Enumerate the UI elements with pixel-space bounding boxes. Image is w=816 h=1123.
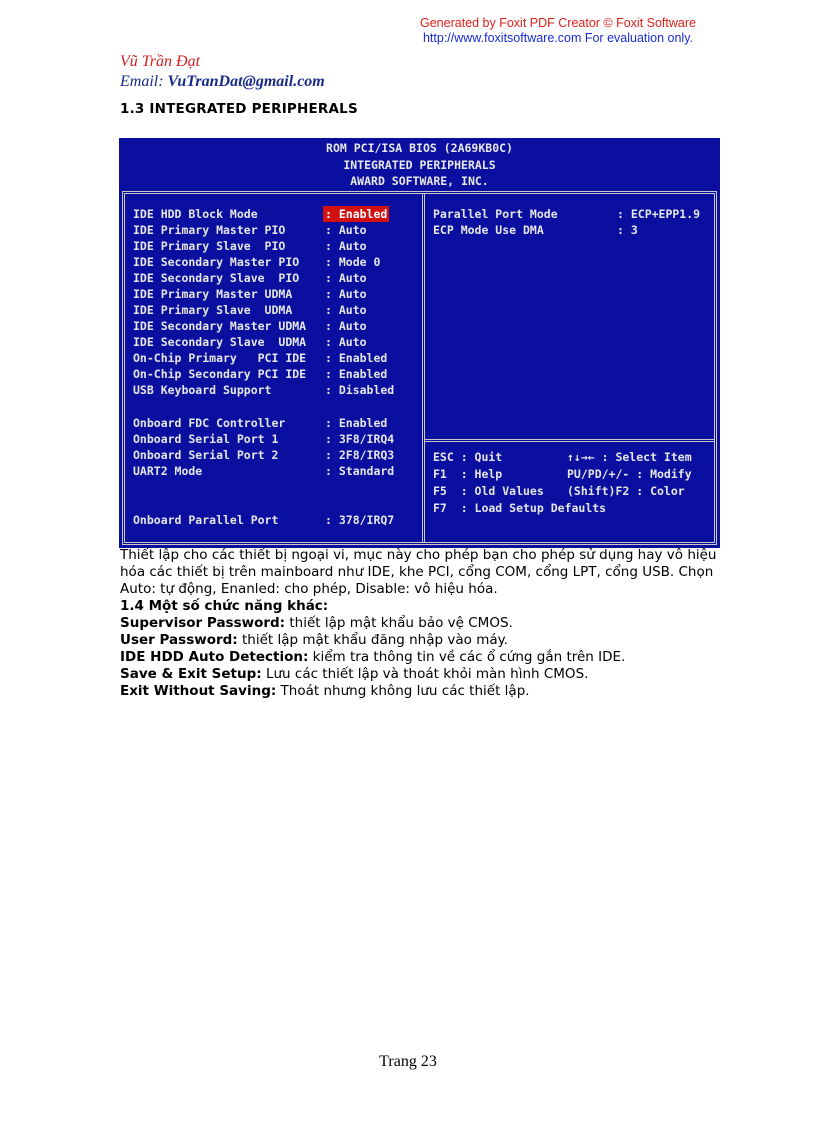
bios-setting-row[interactable] bbox=[119, 206, 719, 222]
bios-setting-row[interactable] bbox=[119, 512, 419, 528]
function-item bbox=[120, 632, 720, 649]
bios-setting-row[interactable] bbox=[119, 270, 419, 286]
function-term: Exit Without Saving: bbox=[120, 683, 277, 699]
bios-setting-label: Onboard Parallel Port bbox=[133, 513, 279, 527]
bios-setting-row[interactable] bbox=[119, 350, 419, 366]
author-email bbox=[120, 72, 325, 92]
bios-setting-value[interactable]: : Auto bbox=[325, 287, 367, 301]
bios-setting-value[interactable]: : Disabled bbox=[325, 383, 395, 397]
bios-setting-label: IDE HDD Block Mode bbox=[133, 207, 258, 221]
watermark-line-2: http://www.foxitsoftware.com For evaluation only. bbox=[422, 31, 694, 45]
function-item bbox=[120, 666, 720, 683]
bios-key-left: F5 : Old Values bbox=[433, 484, 544, 498]
email-address: VuTranDat@gmail.com bbox=[167, 73, 325, 90]
bios-setting-label: IDE Primary Master PIO bbox=[133, 223, 286, 237]
bios-setting-label: IDE Secondary Slave UDMA bbox=[133, 335, 307, 349]
function-term: Save & Exit Setup: bbox=[120, 666, 262, 682]
bios-title-line-2: INTEGRATED PERIPHERALS bbox=[343, 157, 496, 172]
bios-setting-row[interactable] bbox=[119, 254, 419, 270]
bios-setting-value[interactable]: : Enabled bbox=[325, 367, 388, 381]
function-term: Supervisor Password: bbox=[120, 615, 286, 631]
bios-setting-label: IDE Primary Master UDMA bbox=[133, 287, 293, 301]
bios-setting-row[interactable] bbox=[119, 366, 419, 382]
bios-title-line-1: ROM PCI/ISA BIOS (2A69KB0C) bbox=[326, 141, 513, 155]
bios-setting-value[interactable]: : ECP+EPP1.9 bbox=[617, 207, 701, 221]
bios-setting-row[interactable] bbox=[119, 431, 419, 447]
bios-setting-value[interactable]: : Enabled bbox=[325, 351, 388, 365]
function-desc: thiết lập mật khẩu bảo vệ CMOS. bbox=[285, 615, 513, 631]
bios-divider-horizontal bbox=[425, 439, 714, 442]
bios-setting-value[interactable]: : Auto bbox=[325, 303, 367, 317]
bios-key-right: ↑↓→← : Select Item bbox=[567, 450, 692, 464]
function-desc: Lưu các thiết lập và thoát khỏi màn hình CMOS. bbox=[261, 666, 589, 682]
subsection-title: 1.4 Một số chức năng khác: bbox=[120, 598, 329, 614]
bios-setting-label: Parallel Port Mode bbox=[433, 207, 558, 221]
bios-setting-label: Onboard Serial Port 2 bbox=[133, 448, 279, 462]
bios-setting-row[interactable] bbox=[119, 238, 419, 254]
bios-setting-value[interactable]: : Enabled bbox=[325, 416, 388, 430]
bios-setting-row[interactable] bbox=[119, 463, 419, 479]
bios-setting-value[interactable]: : Auto bbox=[325, 271, 367, 285]
bios-setting-label: IDE Secondary Master PIO bbox=[133, 255, 300, 269]
bios-key-left: ESC : Quit bbox=[433, 450, 503, 464]
bios-key-left: F1 : Help bbox=[433, 467, 503, 481]
bios-setting-label: ECP Mode Use DMA bbox=[433, 223, 544, 237]
function-item bbox=[120, 615, 720, 632]
bios-header bbox=[119, 138, 720, 194]
bios-setting-label: UART2 Mode bbox=[133, 464, 203, 478]
bios-screenshot bbox=[119, 138, 720, 548]
bios-key-right: (Shift)F2 : Color bbox=[567, 484, 685, 498]
function-desc: kiểm tra thông tin về các ổ cứng gắn trên IDE. bbox=[308, 649, 626, 665]
bios-key-left: F7 : Load Setup Defaults bbox=[433, 501, 607, 515]
bios-setting-value[interactable]: : Auto bbox=[325, 239, 367, 253]
function-desc: Thoát nhưng không lưu các thiết lập. bbox=[276, 683, 530, 699]
function-desc: thiết lập mật khẩu đăng nhập vào máy. bbox=[237, 632, 508, 648]
bios-setting-row[interactable] bbox=[119, 286, 419, 302]
function-term: User Password: bbox=[120, 632, 238, 648]
bios-setting-value[interactable]: : 3 bbox=[617, 223, 638, 237]
watermark-line-1: Generated by Foxit PDF Creator © Foxit Software bbox=[420, 16, 696, 30]
bios-setting-value[interactable]: : Enabled bbox=[325, 207, 388, 221]
bios-setting-value[interactable]: : Auto bbox=[325, 319, 367, 333]
bios-divider-vertical bbox=[422, 194, 425, 542]
bios-setting-label: On-Chip Secondary PCI IDE bbox=[133, 367, 307, 381]
bios-setting-value[interactable]: : 378/IRQ7 bbox=[325, 513, 395, 527]
email-label: Email: bbox=[120, 73, 168, 90]
description-paragraph: Thiết lập cho các thiết bị ngoại vi, mục này cho phép bạn cho phép sử dụng hay vô hiệu hóa các thiết bị trên mainboard như IDE, khe PCI, cổng COM, cổng LPT, cổng USB. Chọn Auto: tự động, Enanled: cho phép, Disable: vô hiệu hóa. bbox=[120, 547, 717, 597]
bios-title-line-3: AWARD SOFTWARE, INC. bbox=[350, 174, 489, 188]
function-item bbox=[120, 683, 720, 700]
page-number: Trang 23 bbox=[379, 1053, 437, 1070]
bios-setting-row[interactable] bbox=[119, 415, 419, 431]
bios-setting-label: IDE Secondary Master UDMA bbox=[133, 319, 307, 333]
bios-setting-label: Onboard Serial Port 1 bbox=[133, 432, 279, 446]
bios-setting-value[interactable]: : 3F8/IRQ4 bbox=[325, 432, 395, 446]
function-item bbox=[120, 649, 720, 666]
bios-setting-label: IDE Secondary Slave PIO bbox=[133, 271, 300, 285]
bios-setting-row[interactable] bbox=[119, 222, 719, 238]
bios-setting-label: On-Chip Primary PCI IDE bbox=[133, 351, 307, 365]
function-term: IDE HDD Auto Detection: bbox=[120, 649, 309, 665]
bios-setting-value[interactable]: : Auto bbox=[325, 335, 367, 349]
section-title: 1.3 INTEGRATED PERIPHERALS bbox=[120, 101, 358, 117]
bios-setting-value[interactable]: : 2F8/IRQ3 bbox=[325, 448, 395, 462]
foxit-watermark bbox=[408, 16, 708, 46]
bios-setting-label: IDE Primary Slave UDMA bbox=[133, 303, 293, 317]
bios-setting-value[interactable]: : Standard bbox=[325, 464, 395, 478]
bios-setting-row[interactable] bbox=[119, 318, 419, 334]
bios-setting-row[interactable] bbox=[119, 302, 419, 318]
bios-setting-row[interactable] bbox=[119, 382, 419, 398]
bios-setting-row[interactable] bbox=[119, 447, 419, 463]
bios-setting-label: IDE Primary Slave PIO bbox=[133, 239, 286, 253]
bios-setting-row[interactable] bbox=[119, 334, 419, 350]
subsection-title-wrap bbox=[120, 598, 720, 615]
bios-setting-value[interactable]: : Auto bbox=[325, 223, 367, 237]
author-name: Vũ Trần Đạt bbox=[120, 53, 201, 70]
bios-key-right: PU/PD/+/- : Modify bbox=[567, 467, 692, 481]
bios-setting-label: USB Keyboard Support bbox=[133, 383, 272, 397]
bios-setting-value[interactable]: : Mode 0 bbox=[325, 255, 381, 269]
bios-setting-label: Onboard FDC Controller bbox=[133, 416, 286, 430]
